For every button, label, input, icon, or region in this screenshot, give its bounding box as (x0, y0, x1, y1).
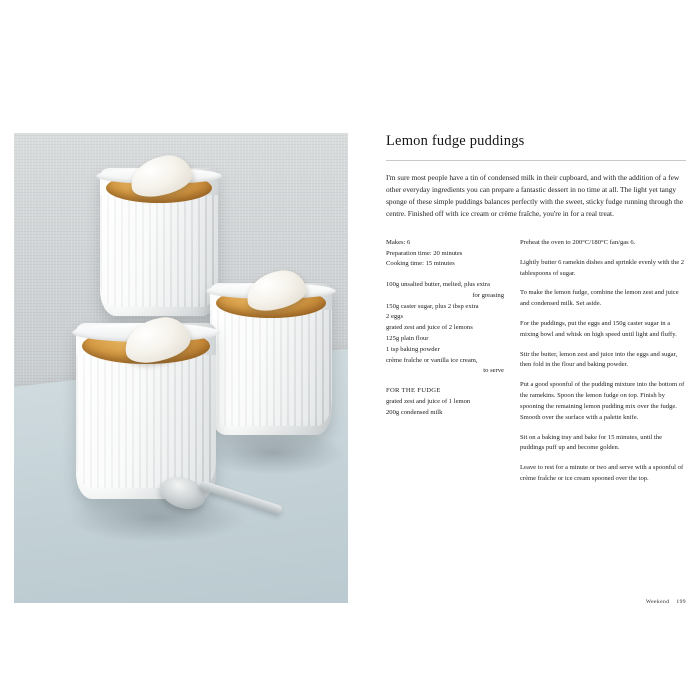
photo-scene (14, 133, 348, 603)
method-step: Sit on a baking tray and bake for 15 minutes, until the puddings puff up and become golden. (520, 433, 663, 452)
ingredient-item: to serve (483, 367, 504, 375)
folio-section: Weekend (645, 599, 670, 605)
meta-preparation-time: Preparation time: 20 minutes (386, 249, 463, 257)
ingredients-list (386, 280, 504, 377)
recipe-columns (386, 238, 686, 494)
recipe-meta (386, 238, 504, 270)
ingredient-item: 125g plain flour (386, 335, 429, 343)
photo-shadow-right (200, 431, 346, 475)
method-step: Lightly butter 6 ramekin dishes and sprinkle evenly with the 2 tablespoons of sugar. (520, 258, 685, 277)
meta-cooking-time: Cooking time: 15 minutes (386, 260, 455, 268)
ingredient-item: 150g caster sugar, plus 2 tbsp extra (386, 302, 479, 310)
fudge-subheading: FOR THE FUDGE (386, 387, 441, 395)
ingredient-item: 1 tsp baking powder (386, 345, 440, 353)
ingredient-item: 2 eggs (386, 313, 404, 321)
recipe-photograph (14, 133, 348, 603)
fudge-ingredients-list (386, 397, 504, 419)
method-step: Stir the butter, lemon zest and juice into the eggs and sugar, then fold in the flour and baking powder. (520, 350, 678, 369)
ingredient-item: crème fraîche or vanilla ice cream, (386, 356, 478, 364)
ingredients-column (386, 238, 504, 494)
photo-shadow-front (68, 493, 248, 543)
method-column (520, 238, 686, 494)
ingredient-item: grated zest and juice of 2 lemons (386, 324, 473, 332)
recipe-intro: I'm sure most people have a tin of condensed milk in their cupboard, and with the addition of a few other everyday ingredients you can prepare a fantastic dessert in no time at all. The light yet tangy sponge of these simple puddings balances perfectly with the sweet, sticky fudge running through the centre. Finished off with ice cream or crème fraîche, you're in for a real treat. (386, 173, 683, 218)
recipe-title: Lemon fudge puddings (386, 133, 525, 149)
title-divider (386, 160, 686, 161)
ingredient-item: 100g unsalted butter, melted, plus extra (386, 280, 490, 288)
method-step: For the puddings, put the eggs and 150g caster sugar in a mixing bowl and whisk on high speed until light and fluffy. (520, 320, 677, 338)
ingredient-item: grated zest and juice of 1 lemon (386, 398, 471, 406)
meta-makes: Makes: 6 (386, 238, 411, 246)
method-step: Preheat the oven to 200°C/180°C fan/gas 6. (520, 238, 636, 246)
page-folio (646, 599, 686, 605)
method-step: Put a good spoonful of the pudding mixture into the bottom of the ramekins. Spoon the lemon fudge on top. Finish by spooning the remaining lemon pudding mix over the fudge. Smooth over the surface with a palette knife. (520, 381, 685, 421)
folio-page-number: 199 (676, 599, 686, 605)
recipe-text-page (386, 133, 686, 603)
ingredient-item: 200g condensed milk (386, 408, 443, 416)
method-step: To make the lemon fudge, combine the lemon zest and juice and condensed milk. Set aside. (520, 289, 679, 308)
ingredient-item: for greasing (472, 291, 504, 299)
method-step: Leave to rest for a minute or two and serve with a spoonful of crème fraîche or ice cream spooned over the top. (520, 464, 684, 482)
